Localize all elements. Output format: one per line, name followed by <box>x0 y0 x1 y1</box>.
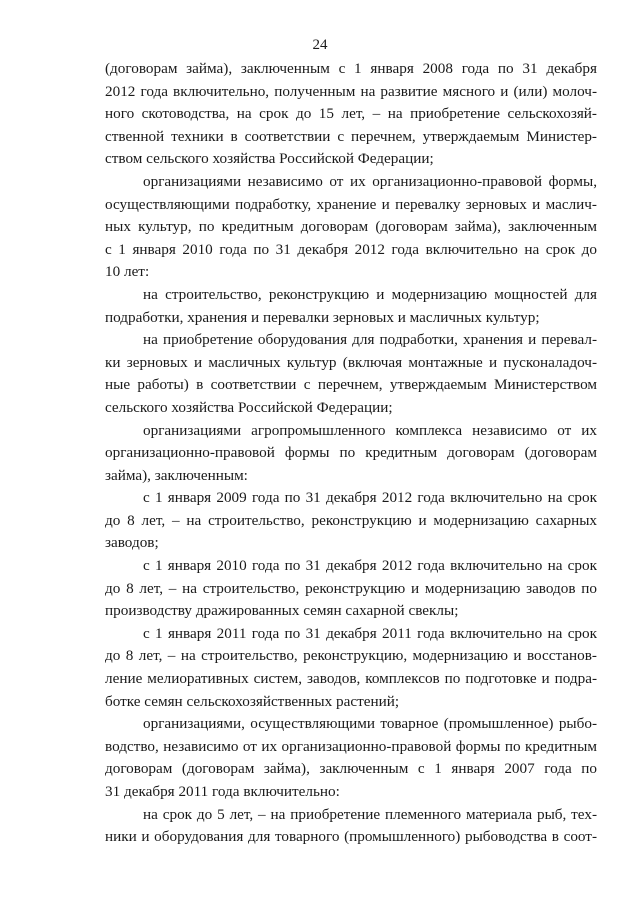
text-line: с 1 января 2011 года по 31 декабря 2011 года включительно на срок <box>143 624 597 642</box>
text-line: на строительство, реконструкцию и модернизацию мощностей для <box>143 285 597 303</box>
text-line: подработки, хранения и перевалки зерновых и масличных культур; <box>105 308 540 326</box>
text-line: на приобретение оборудования для подработки, хранения и перевал- <box>143 331 597 349</box>
text-line: ление мелиоративных систем, заводов, комплексов по подготовке и подра- <box>105 670 597 688</box>
paragraph <box>105 58 597 171</box>
text-line: организациями независимо от их организационно-правовой формы, <box>143 172 597 190</box>
text-line: сельского хозяйства Российской Федерации; <box>105 398 393 416</box>
text-line: договорам (договорам займа), заключенным с 1 января 2007 года по <box>105 760 597 778</box>
text-line: с 1 января 2009 года по 31 декабря 2012 года включительно на срок <box>143 489 597 507</box>
text-line: 31 декабря 2011 года включительно: <box>105 783 340 800</box>
text-line: до 8 лет, – на строительство, реконструкцию и модернизацию сахарных <box>105 511 597 529</box>
text-line: организациями, осуществляющими товарное (промышленное) рыбо- <box>143 715 597 733</box>
text-line: ботке семян сельскохозяйственных растений; <box>105 692 400 710</box>
text-line: займа), заключенным: <box>105 466 248 484</box>
paragraph <box>105 804 597 849</box>
text-line: на срок до 5 лет, – на приобретение племенного материала рыб, тех- <box>143 805 597 823</box>
text-line: осуществляющими подработку, хранение и перевалку зерновых и маслич- <box>105 195 597 213</box>
paragraph <box>105 171 597 284</box>
text-line: с 1 января 2010 года по 31 декабря 2012 года включительно на срок до <box>105 240 597 258</box>
text-line: до 8 лет, – на строительство, реконструкцию, модернизацию и восстанов- <box>105 647 597 665</box>
text-line: ного скотоводства, на срок до 15 лет, – на приобретение сельскохозяй- <box>105 105 597 123</box>
text-line: до 8 лет, – на строительство, реконструкцию и модернизацию заводов по <box>105 579 597 597</box>
document-body <box>105 58 597 849</box>
paragraph <box>105 420 597 488</box>
text-line: (договорам займа), заключенным с 1 января 2008 года по 31 декабря <box>105 60 597 77</box>
text-line: производству дражированных семян сахарной свеклы; <box>105 602 459 620</box>
text-line: с 1 января 2010 года по 31 декабря 2012 года включительно на срок <box>143 557 597 575</box>
page-number: 24 <box>312 37 328 53</box>
text-line: ных культур, по кредитным договорам (договорам займа), заключенным <box>105 218 597 236</box>
paragraph <box>105 713 597 803</box>
text-line: ные работы) в соответствии с перечнем, утверждаемым Министерством <box>105 376 597 394</box>
paragraph <box>105 329 597 419</box>
text-line: ки зерновых и масличных культур (включая монтажные и пусконаладоч- <box>105 353 597 371</box>
text-line: ники и оборудования для товарного (промышленного) рыбоводства в соот- <box>105 828 597 846</box>
text-line: водство, независимо от их организационно-правовой формы по кредитным <box>105 737 597 755</box>
paragraph <box>105 555 597 623</box>
text-line: заводов; <box>105 534 159 552</box>
text-line: 10 лет: <box>105 263 150 281</box>
paragraph <box>105 623 597 713</box>
text-line: ственной техники в соответствии с перечнем, утверждаемым Министер- <box>105 127 597 145</box>
paragraph <box>105 487 597 555</box>
text-line: организационно-правовой формы по кредитным договорам (договорам <box>105 444 597 462</box>
text-line: 2012 года включительно, полученным на развитие мясного и (или) молоч- <box>105 82 597 100</box>
text-line: организациями агропромышленного комплекса независимо от их <box>143 421 597 439</box>
text-line: ством сельского хозяйства Российской Федерации; <box>105 150 434 168</box>
paragraph <box>105 284 597 329</box>
